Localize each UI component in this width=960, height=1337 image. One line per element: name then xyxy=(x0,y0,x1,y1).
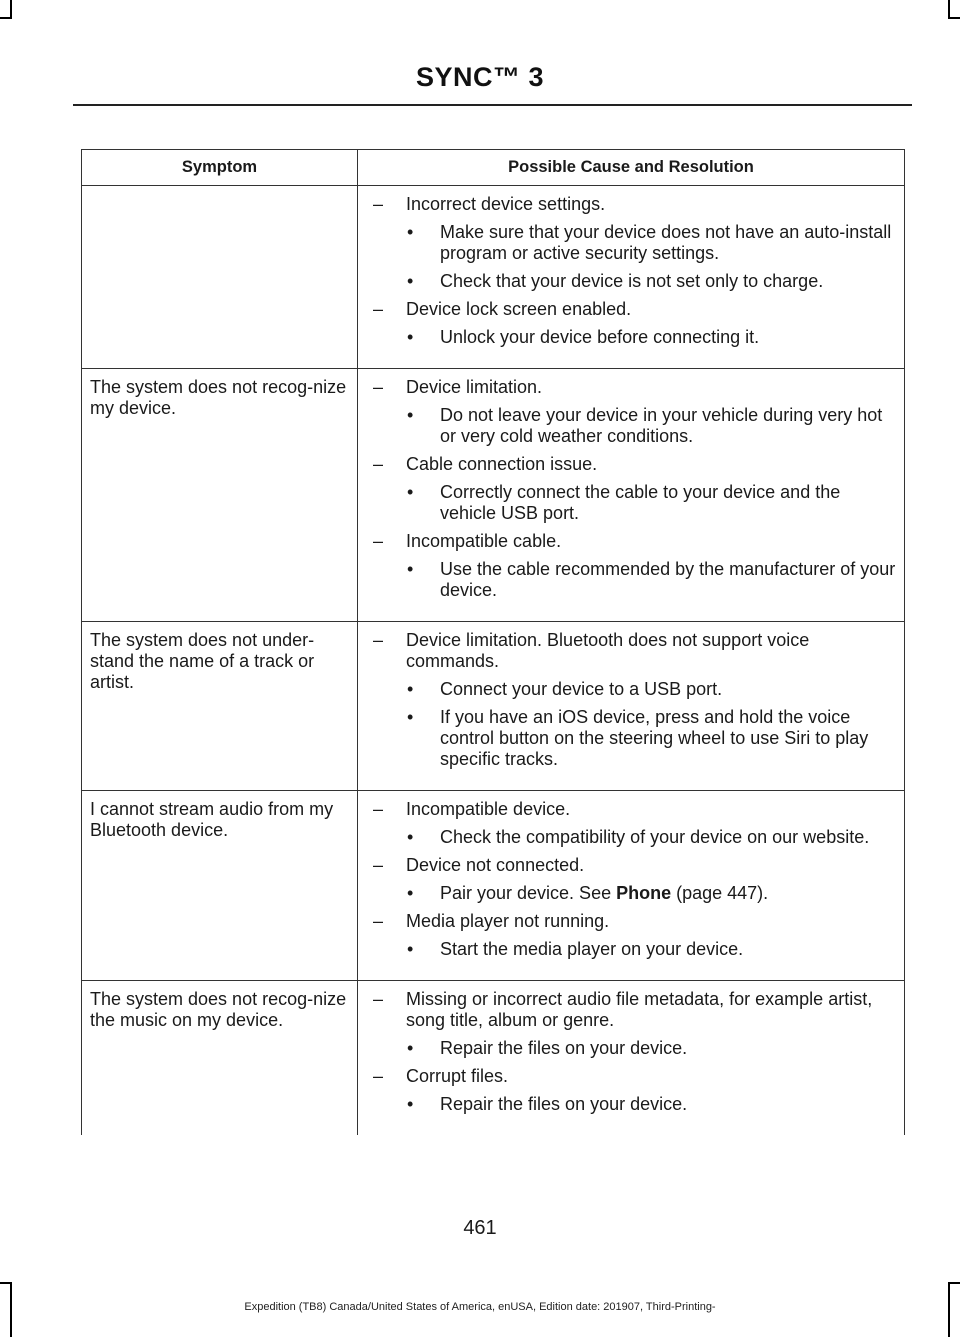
dash-marker: – xyxy=(373,454,384,474)
dash-marker: – xyxy=(373,299,384,319)
fix-item xyxy=(366,559,896,601)
cause-item xyxy=(366,989,896,1031)
symptom-cell: The system does not recog-nize my device. xyxy=(82,369,358,622)
fix-text: Start the media player on your device. xyxy=(440,939,744,959)
cause-item xyxy=(366,194,896,215)
cause-item xyxy=(366,855,896,876)
dash-marker: – xyxy=(373,855,384,875)
table-row xyxy=(82,622,905,791)
cause-text: Incompatible cable. xyxy=(406,531,562,551)
bullet-marker: • xyxy=(407,559,414,579)
fix-text: Check that your device is not set only to charge. xyxy=(440,271,824,291)
resolution-cell xyxy=(358,981,905,1136)
fix-item xyxy=(366,271,896,292)
table-row xyxy=(82,369,905,622)
page-title: SYNC™ 3 xyxy=(415,62,545,92)
bullet-marker: • xyxy=(407,1094,414,1114)
symptom-cell: The system does not under-stand the name of a track or artist. xyxy=(82,622,358,791)
dash-marker: – xyxy=(373,630,384,650)
fix-text: Make sure that your device does not have an auto-install program or active security settings. xyxy=(440,222,892,263)
cause-item xyxy=(366,799,896,820)
crop-mark-top-right xyxy=(948,17,960,19)
cause-item xyxy=(366,377,896,398)
fix-item xyxy=(366,883,896,904)
fix-text: Unlock your device before connecting it. xyxy=(440,327,760,347)
dash-marker: – xyxy=(373,194,384,214)
column-header-resolution: Possible Cause and Resolution xyxy=(358,150,905,186)
fix-text: If you have an iOS device, press and hold the voice control button on the steering wheel to use Siri to play specific tracks. xyxy=(440,707,869,769)
symptom-cell xyxy=(82,186,358,369)
footer-edition-info: Expedition (TB8) Canada/United States of America, enUSA, Edition date: 201907, Third-Printing- xyxy=(244,1301,716,1313)
bullet-marker: • xyxy=(407,327,414,347)
cause-text: Media player not running. xyxy=(406,911,610,931)
cause-text: Device limitation. xyxy=(406,377,543,397)
cause-text: Incompatible device. xyxy=(406,799,571,819)
cause-item xyxy=(366,911,896,932)
page-number: 461 xyxy=(463,1217,497,1239)
crop-mark-top-right xyxy=(948,0,950,17)
fix-item xyxy=(366,1038,896,1059)
dash-marker: – xyxy=(373,531,384,551)
bullet-marker: • xyxy=(407,271,414,291)
bullet-marker: • xyxy=(407,707,414,727)
bullet-marker: • xyxy=(407,1038,414,1058)
dash-marker: – xyxy=(373,911,384,931)
cause-text: Missing or incorrect audio file metadata, for example artist, song title, album or genre. xyxy=(406,989,873,1030)
fix-text: Repair the files on your device. xyxy=(440,1038,688,1058)
fix-item xyxy=(366,827,896,848)
bullet-marker: • xyxy=(407,405,414,425)
cause-item xyxy=(366,1066,896,1087)
crop-mark-top-left xyxy=(0,17,12,19)
cause-text: Corrupt files. xyxy=(406,1066,509,1086)
bullet-marker: • xyxy=(407,939,414,959)
fix-item xyxy=(366,405,896,447)
fix-text: Repair the files on your device. xyxy=(440,1094,688,1114)
cause-item xyxy=(366,531,896,552)
fix-text: Use the cable recommended by the manufacturer of your device. xyxy=(440,559,896,600)
crop-mark-bottom-left xyxy=(0,1282,12,1284)
fix-text: Connect your device to a USB port. xyxy=(440,679,723,699)
fix-item xyxy=(366,939,896,960)
resolution-cell xyxy=(358,186,905,369)
resolution-cell xyxy=(358,622,905,791)
page-reference: (page 447). xyxy=(671,883,769,903)
cause-item xyxy=(366,630,896,672)
bullet-marker: • xyxy=(407,883,414,903)
dash-marker: – xyxy=(373,1066,384,1086)
troubleshooting-table-grid xyxy=(81,149,905,1135)
table-row xyxy=(82,186,905,369)
crop-mark-top-left xyxy=(10,0,12,17)
fix-text: Do not leave your device in your vehicle during very hot or very cold weather conditions. xyxy=(440,405,883,446)
cause-text: Device limitation. Bluetooth does not support voice commands. xyxy=(406,630,810,671)
bullet-marker: • xyxy=(407,679,414,699)
fix-item xyxy=(366,1094,896,1115)
symptom-cell: I cannot stream audio from my Bluetooth device. xyxy=(82,791,358,981)
resolution-cell xyxy=(358,791,905,981)
fix-text: Correctly connect the cable to your device and the vehicle USB port. xyxy=(440,482,841,523)
cause-text: Device lock screen enabled. xyxy=(406,299,632,319)
pair-fix-text: Pair your device. See xyxy=(440,883,617,903)
dash-marker: – xyxy=(373,799,384,819)
table-row xyxy=(82,981,905,1136)
troubleshooting-table xyxy=(81,149,905,1135)
resolution-cell xyxy=(358,369,905,622)
bullet-marker: • xyxy=(407,222,414,242)
fix-item xyxy=(366,222,896,264)
bullet-marker: • xyxy=(407,482,414,502)
cause-text: Cable connection issue. xyxy=(406,454,598,474)
cause-text: Incorrect device settings. xyxy=(406,194,606,214)
column-header-symptom: Symptom xyxy=(82,150,358,186)
fix-item xyxy=(366,482,896,524)
crop-mark-bottom-right xyxy=(948,1282,960,1284)
dash-marker: – xyxy=(373,377,384,397)
cause-item xyxy=(366,454,896,475)
phone-section-link[interactable]: Phone xyxy=(616,883,672,903)
symptom-cell: The system does not recog-nize the music on my device. xyxy=(82,981,358,1136)
fix-text: Check the compatibility of your device on our website. xyxy=(440,827,870,847)
dash-marker: – xyxy=(373,989,384,1009)
fix-item xyxy=(366,327,896,348)
title-divider xyxy=(73,104,912,106)
cause-item xyxy=(366,299,896,320)
table-row xyxy=(82,791,905,981)
cause-text: Device not connected. xyxy=(406,855,585,875)
table-header-row xyxy=(82,150,905,186)
bullet-marker: • xyxy=(407,827,414,847)
fix-item xyxy=(366,679,896,700)
fix-item xyxy=(366,707,896,770)
